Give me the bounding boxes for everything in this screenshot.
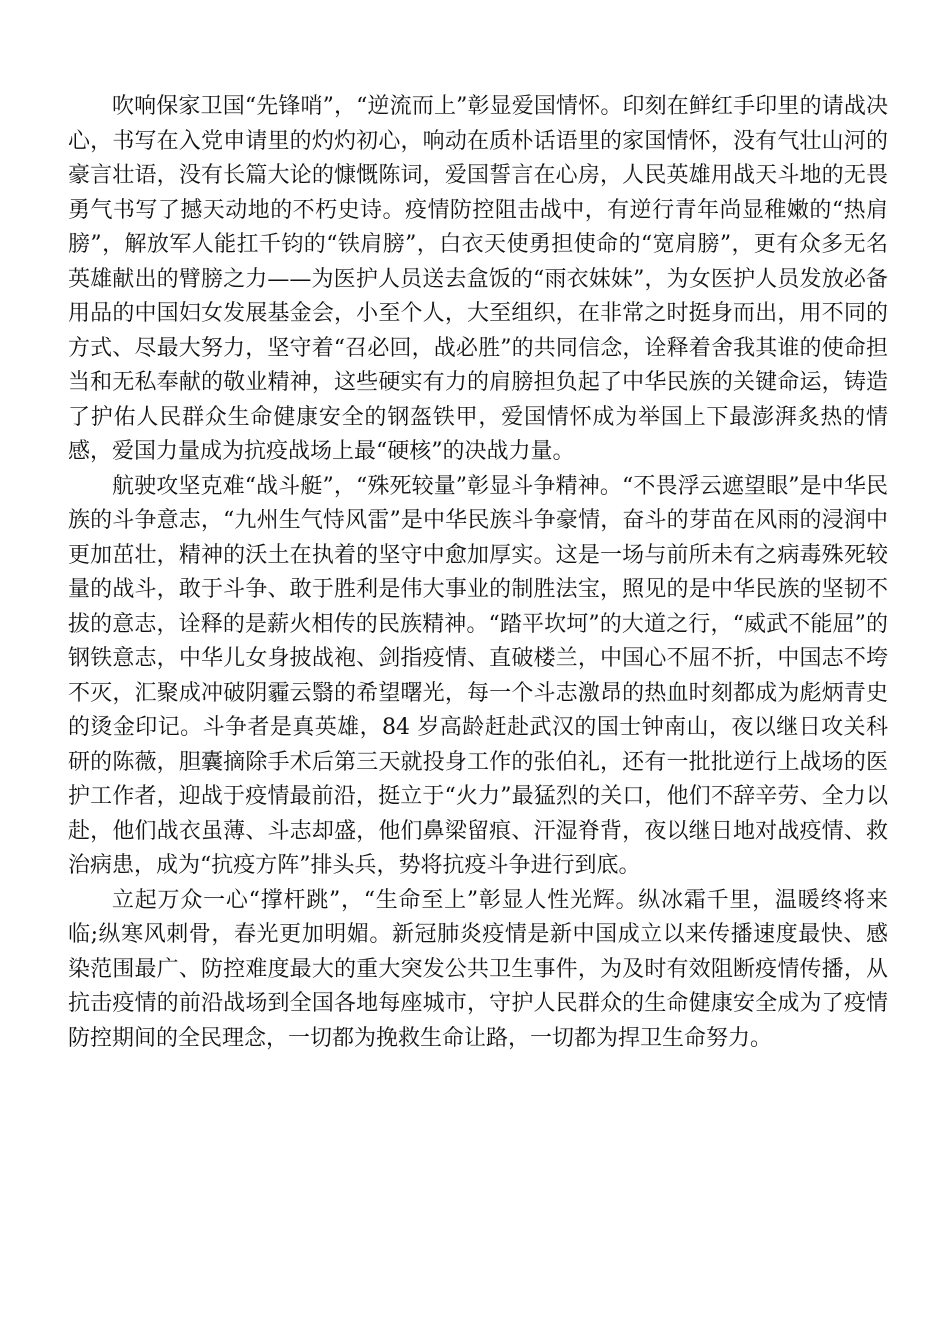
paragraph-patriotism: 吹响保家卫国“先锋哨”，“逆流而上”彰显爱国情怀。印刻在鲜红手印里的请战决心，书写在入党申请里的灼灼初心，响动在质朴话语里的家国情怀，没有气壮山河的豪言壮语，没有长篇大论的慷慨陈词，爱国誓言在心房，人民英雄用战天斗地的无畏勇气书写了撼天动地的不朽史诗。疫情防控阻击战中，有逆行青年尚显稚嫩的“热肩膀”，解放军人能扛千钧的“铁肩膀”，白衣天使勇担使命的“宽肩膀”，更有众多无名英雄献出的臂膀之力——为医护人员送去盒饭的“雨衣妹妹”，为女医护人员发放必备用品的中国妇女发展基金会，小至个人，大至组织，在非常之时挺身而出，用不同的方式、尽最大努力，坚守着“召必回，战必胜”的共同信念，诠释着舍我其谁的使命担当和无私奉献的敬业精神，这些硬实有力的肩膀担负起了中华民族的关键命运，铸造了护佑人民群众生命健康安全的钢盔铁甲，爱国情怀成为举国上下最澎湃炙热的情感，爱国力量成为抗疫战场上最“硬核”的决战力量。	[68, 94, 888, 464]
paragraph-life-first: 立起万众一心“撑杆跳”，“生命至上”彰显人性光辉。纵冰霜千里，温暖终将来临;纵寒风刺骨，春光更加明媚。新冠肺炎疫情是新中国成立以来传播速度最快、感染范围最广、防控难度最大的重大突发公共卫生事件，为及时有效阻断疫情传播，从抗击疫情的前沿战场到全国各地每座城市，守护人民群众的生命健康安全成为了疫情防控期间的全民理念，一切都为挽救生命让路，一切都为捍卫生命努力。	[68, 887, 888, 1051]
paragraph-struggle-spirit: 航驶攻坚克难“战斗艇”，“殊死较量”彰显斗争精神。“不畏浮云遮望眼”是中华民族的斗争意志，“九州生气恃风雷”是中华民族斗争豪情，奋斗的芽苗在风雨的浸润中更加茁壮，精神的沃土在执着的坚守中愈加厚实。这是一场与前所未有之病毒殊死较量的战斗，敢于斗争、敢于胜利是伟大事业的制胜法宝，照见的是中华民族的坚韧不拔的意志，诠释的是薪火相传的民族精神。“踏平坎坷”的大道之行，“威武不能屈”的钢铁意志，中华儿女身披战袍、剑指疫情、直破楼兰，中国心不屈不折，中国志不垮不灭，汇聚成冲破阴霾云翳的希望曙光，每一个斗志激昂的热血时刻都成为彪炳青史的烫金印记。斗争者是真英雄，84 岁高龄赶赴武汉的国士钟南山，夜以继日攻关科研的陈薇，胆囊摘除手术后第三天就投身工作的张伯礼，还有一批批逆行上战场的医护工作者，迎战于疫情最前沿，挺立于“火力”最猛烈的关口，他们不辞辛劳、全力以赴，他们战衣虽薄、斗志却盛，他们鼻梁留痕、汗湿脊背，夜以继日地对战疫情、救治病患，成为“抗疫方阵”排头兵，势将抗疫斗争进行到底。	[68, 473, 888, 878]
document-body	[68, 90, 888, 1056]
